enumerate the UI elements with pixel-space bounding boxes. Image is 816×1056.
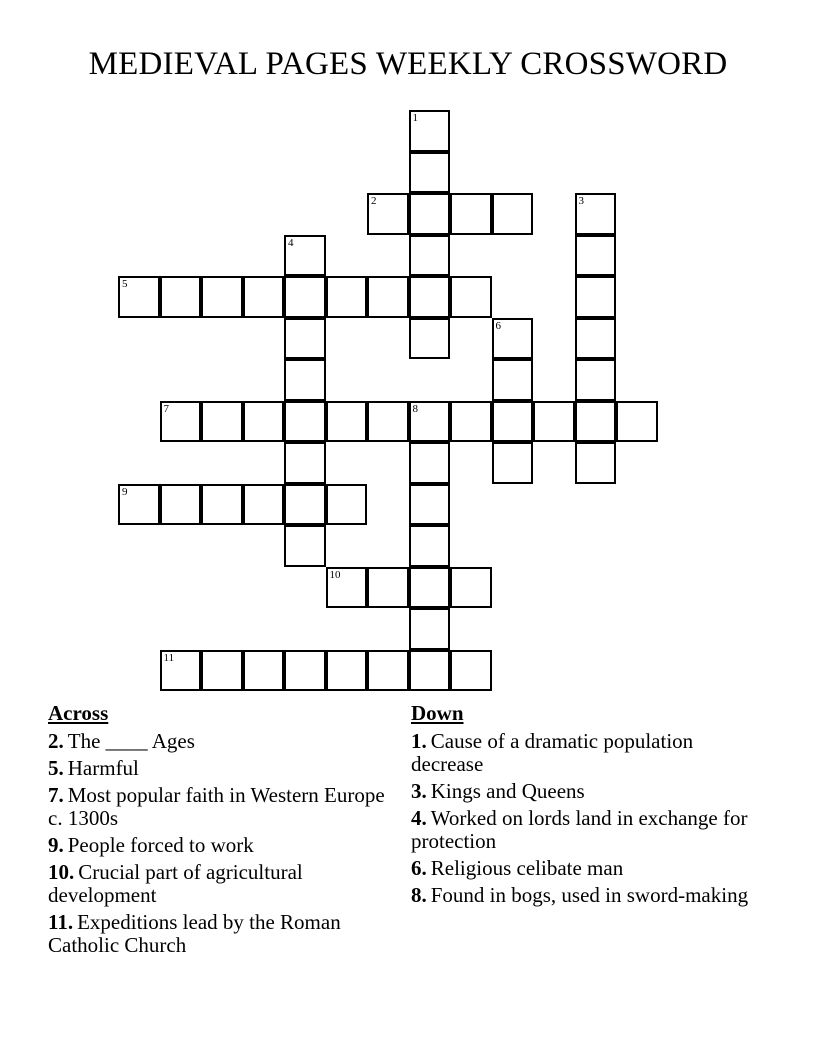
cell-number: 10 (329, 568, 341, 581)
grid-cell[interactable] (326, 484, 368, 526)
cell-number: 4 (288, 236, 294, 249)
grid-cell[interactable] (409, 318, 451, 360)
clue-number: 1. (411, 729, 427, 753)
across-clue (48, 834, 393, 857)
across-clue (48, 861, 393, 907)
down-clue (411, 807, 756, 853)
grid-cell[interactable] (575, 359, 617, 401)
grid-cell[interactable] (118, 276, 160, 318)
cell-number: 1 (412, 112, 418, 124)
grid-cell[interactable] (201, 276, 243, 318)
grid-cell[interactable] (575, 193, 617, 235)
clue-text: Worked on lords land in exchange for protection (411, 806, 748, 853)
clue-number: 11. (48, 910, 74, 934)
grid-cell[interactable] (201, 484, 243, 526)
grid-cell[interactable] (284, 401, 326, 443)
grid-cell[interactable] (367, 276, 409, 318)
grid-cell[interactable] (284, 484, 326, 526)
grid-cell[interactable] (160, 276, 202, 318)
grid-cell[interactable] (492, 193, 534, 235)
grid-cell[interactable] (409, 401, 451, 443)
cell-number: 5 (122, 278, 128, 290)
down-clue (411, 730, 756, 776)
page-title: MEDIEVAL PAGES WEEKLY CROSSWORD (88, 46, 728, 82)
grid-cell[interactable] (160, 650, 202, 692)
grid-cell[interactable] (533, 401, 575, 443)
grid-cell[interactable] (326, 650, 368, 692)
clue-text: Expeditions lead by the Roman Catholic Church (48, 910, 341, 957)
cell-number: 6 (495, 319, 501, 332)
grid-cell[interactable] (616, 401, 658, 443)
grid-cell[interactable] (118, 484, 160, 526)
clue-text: Most popular faith in Western Europe c. 1300s (48, 783, 385, 830)
grid-cell[interactable] (409, 567, 451, 609)
cell-number: 3 (578, 195, 584, 207)
clue-number: 8. (411, 883, 427, 907)
grid-cell[interactable] (326, 401, 368, 443)
down-clue (411, 780, 756, 803)
grid-cell[interactable] (575, 235, 617, 277)
clue-text: People forced to work (67, 833, 254, 857)
grid-cell[interactable] (409, 525, 451, 567)
clue-number: 9. (48, 833, 64, 857)
clue-text: Crucial part of agricultural development (48, 860, 303, 907)
grid-cell[interactable] (201, 401, 243, 443)
grid-cell[interactable] (367, 401, 409, 443)
clue-number: 6. (411, 856, 427, 880)
grid-cell[interactable] (284, 650, 326, 692)
grid-cell[interactable] (326, 276, 368, 318)
grid-cell[interactable] (575, 401, 617, 443)
grid-cell[interactable] (367, 567, 409, 609)
grid-cell[interactable] (450, 401, 492, 443)
grid-cell[interactable] (450, 276, 492, 318)
grid-cell[interactable] (284, 235, 326, 277)
grid-cell[interactable] (450, 193, 492, 235)
grid-cell[interactable] (243, 401, 285, 443)
down-heading: Down (411, 701, 464, 725)
cell-number: 11 (163, 651, 175, 664)
grid-cell[interactable] (409, 152, 451, 194)
grid-cell[interactable] (409, 276, 451, 318)
down-clue (411, 857, 756, 880)
across-heading: Across (48, 701, 109, 725)
grid-cell[interactable] (284, 318, 326, 360)
clue-number: 2. (48, 729, 64, 753)
clue-text: Cause of a dramatic population decrease (411, 729, 694, 776)
grid-cell[interactable] (450, 650, 492, 692)
grid-cell[interactable] (409, 650, 451, 692)
cell-number: 2 (371, 195, 377, 207)
grid-cell[interactable] (492, 318, 534, 360)
clue-number: 10. (48, 860, 75, 884)
across-clue (48, 757, 393, 780)
grid-cell[interactable] (243, 276, 285, 318)
grid-cell[interactable] (492, 401, 534, 443)
grid-cell[interactable] (450, 567, 492, 609)
grid-cell[interactable] (243, 650, 285, 692)
cell-number: 7 (163, 402, 169, 415)
clue-text: Harmful (67, 756, 139, 780)
across-clue (48, 911, 393, 957)
grid-cell[interactable] (367, 193, 409, 235)
clue-number: 4. (411, 806, 427, 830)
grid-cell[interactable] (409, 193, 451, 235)
across-clue (48, 730, 393, 753)
clue-text: Found in bogs, used in sword-making (430, 883, 749, 907)
grid-cell[interactable] (575, 442, 617, 484)
grid-cell[interactable] (409, 608, 451, 650)
cell-number: 9 (122, 485, 128, 498)
grid-cell[interactable] (575, 276, 617, 318)
clue-text: Kings and Queens (430, 779, 585, 803)
grid-cell[interactable] (284, 276, 326, 318)
cell-number: 8 (412, 402, 418, 415)
across-clue (48, 784, 393, 830)
grid-cell[interactable] (243, 484, 285, 526)
grid-cell[interactable] (284, 525, 326, 567)
grid-cell[interactable] (160, 401, 202, 443)
grid-cell[interactable] (284, 442, 326, 484)
grid-cell[interactable] (201, 650, 243, 692)
grid-cell[interactable] (492, 442, 534, 484)
grid-cell[interactable] (160, 484, 202, 526)
clue-text: The ____ Ages (67, 729, 195, 753)
grid-cell[interactable] (409, 110, 451, 152)
down-clue (411, 884, 756, 907)
across-clues (48, 702, 393, 961)
grid-cell[interactable] (409, 484, 451, 526)
grid-cell[interactable] (409, 235, 451, 277)
grid-cell[interactable] (575, 318, 617, 360)
grid-cell[interactable] (284, 359, 326, 401)
down-clues (411, 702, 756, 911)
clue-number: 5. (48, 756, 64, 780)
clue-number: 7. (48, 783, 64, 807)
clue-number: 3. (411, 779, 427, 803)
grid-cell[interactable] (409, 442, 451, 484)
grid-cell[interactable] (326, 567, 368, 609)
clue-text: Religious celibate man (430, 856, 624, 880)
grid-cell[interactable] (492, 359, 534, 401)
grid-cell[interactable] (367, 650, 409, 692)
